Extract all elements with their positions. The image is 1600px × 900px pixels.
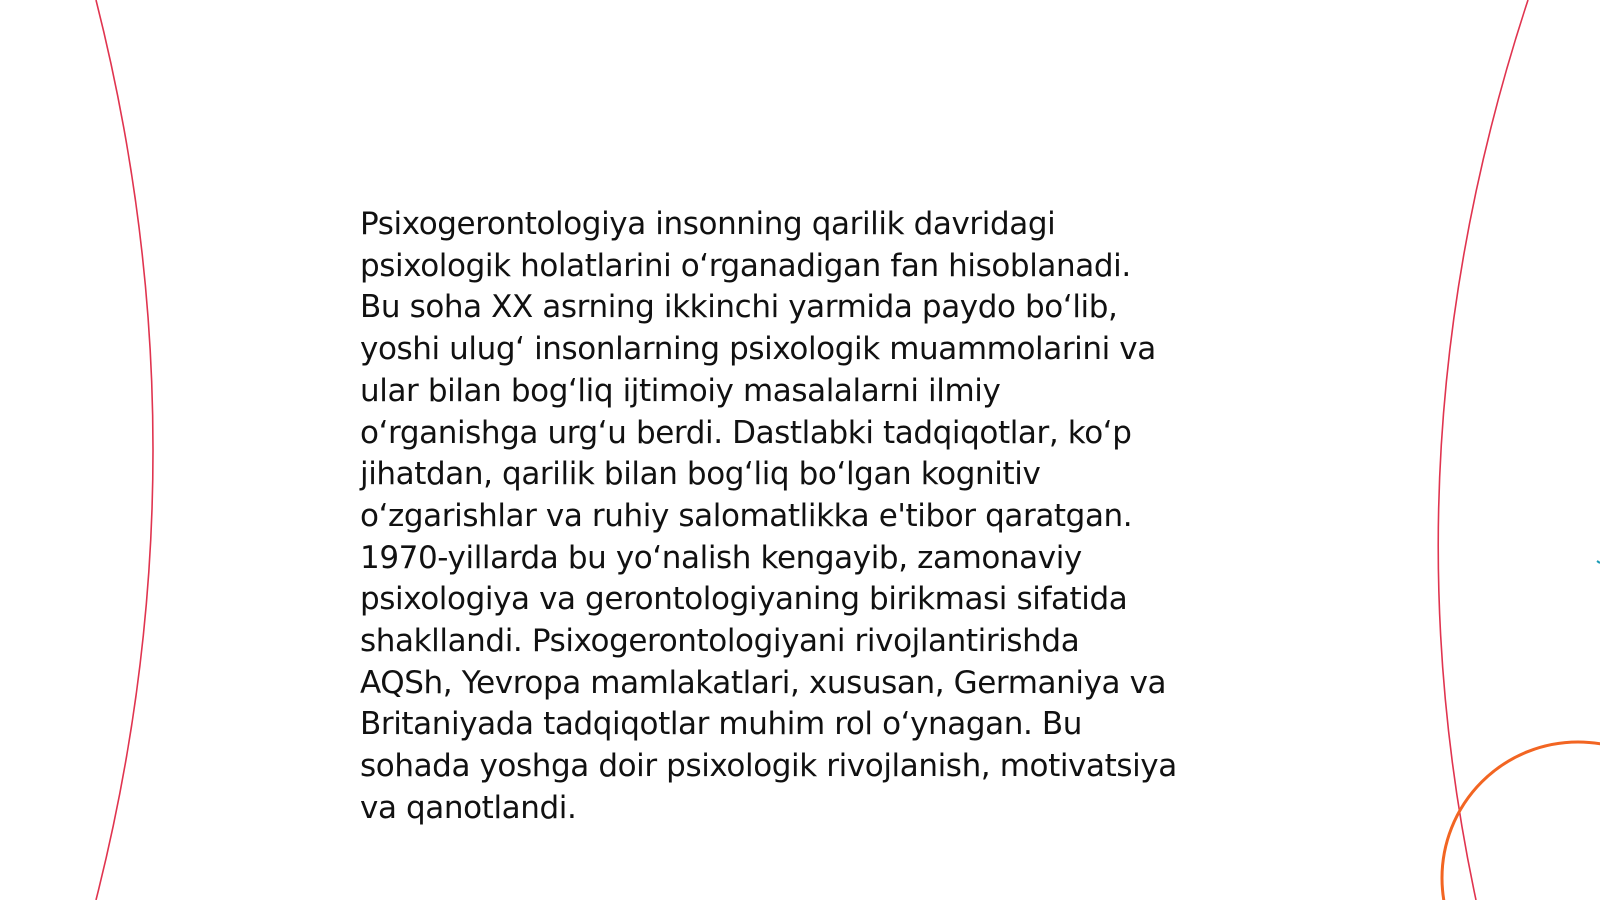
body-text: Psixogerontologiya insonning qarilik davridagi psixologik holatlarini o‘rganadigan fan hisoblanadi. Bu soha XX asrning ikkinchi yarmida paydo bo‘lib, yoshi ulug‘ insonlarning psixologik muammolarini va ular bilan bog‘liq ijtimoiy masalalarni ilmiy o‘rganishga urg‘u berdi. Dastlabki tadqiqotlar, ko‘p jihatdan, qarilik bilan bog‘liq bo‘lgan kognitiv o‘zgarishlar va ruhiy salomatlikka e'tibor qaratgan. 1970-yillarda bu yo‘nalish kengayib, zamonaviy psixologiya va gerontologiyaning birikmasi sifatida shakllandi. Psixogerontologiyani rivojlantirishda AQSh, Yevropa mamlakatlari, xususan, Germaniya va Britaniyada tadqiqotlar muhim rol o‘ynagan. Bu sohada yoshga doir psixologik rivojlanish, motivatsiya va qanotlandi. — [360, 206, 1177, 826]
right-arc — [1438, 0, 1528, 900]
orange-circle — [1442, 742, 1600, 900]
left-arc — [96, 0, 153, 900]
